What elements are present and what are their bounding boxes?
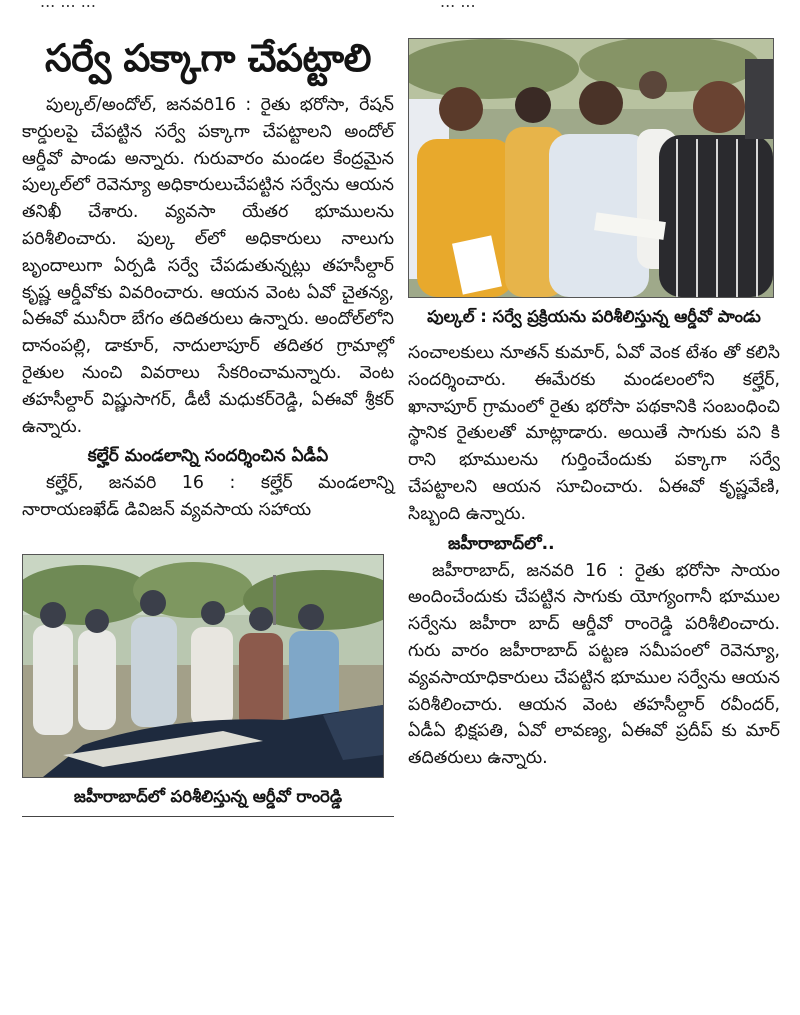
main-story-paragraph: పుల్కల్/అందోల్, జనవరి16 : రైతు భరోసా, రేషన్ కార్డులపై చేపట్టిన సర్వే పక్కాగా చేపట్టాలని అందోల్ ఆర్డీవో పాండు అన్నారు. గురువారం మండల కేంద్రమైన పుల్కల్‌లో రెవెన్యూ అధికారులుచేపట్టిన సర్వేను ఆయన తనిఖీ చేశారు. వ్యవసా యేతర భూములను పరిశీలించారు. పుల్క ల్‌లో అధికారులు నాలుగు బృందాలుగా ఏర్పడి సర్వే చేపడుతున్నట్లు తహసీల్దార్ కృష్ణ ఆర్డీవోకు వివరించారు. ఆయన వెంట ఏవో చైతన్య, ఏఈవో మునీరా బేగం తదితరులు ఉన్నారు. అందోల్‌లోని దానంపల్లి, డాకూర్, నాదులాపూర్ తదితర గ్రామాల్లో రైతుల నుంచి వివరాలు సేకరించామన్నారు. వెంట తహసీల్దార్ విష్ణుసాగర్, డీటీ మధుకర్‌రెడ్డి, ఏఈవో శ్రీకర్ ఉన్నారు.	[22, 95, 394, 437]
previous-article-text-left: ... ... ...	[40, 0, 96, 11]
kalher-paragraph-continued: సంచాలకులు నూతన్ కుమార్, ఏవో వెంక టేశం తో కలిసి సందర్శించారు. ఈమేరకు మండలంలోని కల్హేర్, ఖానాపూర్ గ్రామంలో రైతు భరోసా పథకానికి సంబంధించి స్థానిక రైతులతో మాట్లాడారు. అయితే సాగుకు పని కి రాని భూములను గుర్తించేందుకు పక్కాగా సర్వే చేపట్టాలని ఆయన సూచించారు. ఏఈవో కృష్ణవేణి, సిబ్బంది ఉన్నారు.	[408, 343, 780, 524]
pulkal-photo-image	[409, 39, 773, 297]
pulkal-photo	[408, 38, 774, 298]
kalher-paragraph-start: కల్హేర్, జనవరి 16 : కల్హేర్ మండలాన్ని నారాయణఖేడ్ డివిజన్ వ్యవసాయ సహాయ	[22, 473, 394, 521]
right-column	[408, 38, 780, 772]
left-column	[22, 20, 394, 817]
main-story-body	[22, 92, 394, 440]
column-bottom-rule	[22, 816, 394, 817]
headline: సర్వే పక్కాగా చేపట్టాలి	[45, 36, 371, 80]
zaheerabad-photo	[22, 554, 384, 778]
zaheerabad-subhead: జహీరాబాద్‌లో..	[448, 533, 555, 554]
previous-article-strip	[0, 0, 800, 14]
zaheerabad-photo-image	[23, 555, 383, 777]
kalher-story-body-left	[22, 470, 394, 524]
zaheerabad-paragraph: జహీరాబాద్, జనవరి 16 : రైతు భరోసా సాయం అందించేందుకు చేపట్టిన సాగుకు యోగ్యంగానీ భూముల సర్వేను జహీరా బాద్ ఆర్డీవో రాంరెడ్డి పరిశీలించారు. గురు వారం జహీరాబాద్ పట్టణ సమీపంలో రెవెన్యూ, వ్యవసాయాధికారులు చేపట్టిన భూముల సర్వేను ఆయన పరిశీలించారు. ఆయన వెంట తహసీల్దార్ రవీందర్, ఏడీఏ భిక్షపతి, ఏవో లావణ్య, ఏఈవో ప్రదీప్ కు మార్ తదితరులు ఉన్నారు.	[408, 560, 780, 769]
zaheerabad-photo-caption: జహీరాబాద్‌లో పరిశీలిస్తున్న ఆర్డీవో రాంరెడ్డి	[73, 786, 343, 806]
previous-article-text-right: ... ...	[440, 0, 476, 11]
pulkal-photo-caption: పుల్కల్ : సర్వే ప్రక్రియను పరిశీలిస్తున్న ఆర్డీవో పాండు	[427, 307, 761, 326]
kalher-subhead: కల్హేర్ మండలాన్ని సందర్శించిన ఏడీఏ	[87, 446, 329, 467]
zaheerabad-story-body	[408, 558, 780, 772]
kalher-story-body-right	[408, 340, 780, 528]
